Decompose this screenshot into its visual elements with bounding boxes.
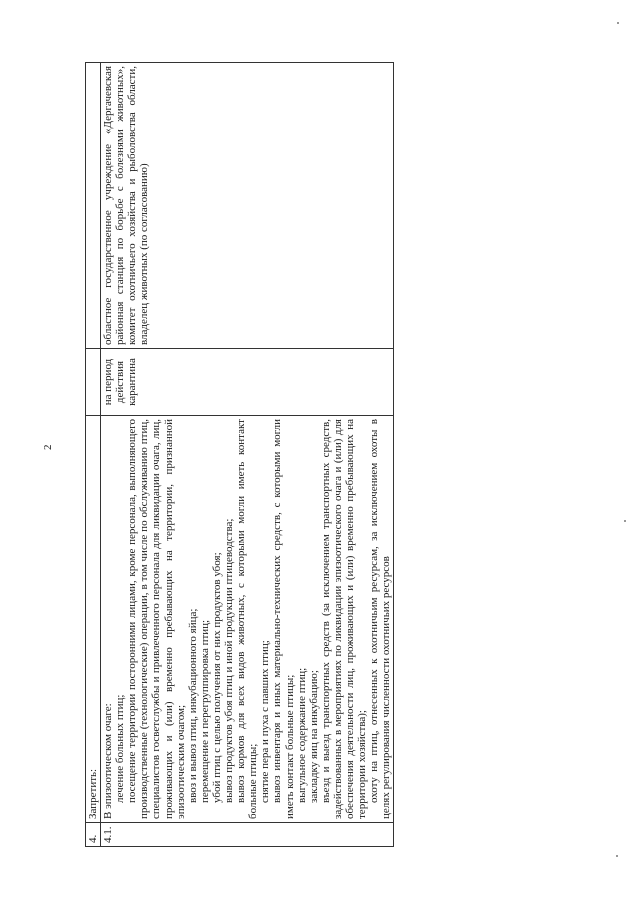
item-line: ввоз и вывоз птиц, инкубационного яйца; (186, 608, 199, 803)
item-line: вывоз инвентаря и иных материально-технических средств, с которыми могли иметь контакт больные птицы; (271, 419, 296, 819)
item-line: В эпизоотическом очаге: (102, 703, 115, 819)
measures-table (85, 62, 394, 847)
item-number: 4.1. (101, 823, 394, 847)
item-line: посещение территории посторонними лицами, кроме персонала, выполняющего производственные (технологические) операции, в том числе по обслуживанию птиц, специалистов госветслужбы и привлеченного персонала для ликвидации очага, лиц, проживающих и (или) временно пребывающих на территории, признанной эпизоотическим очагом; (126, 419, 187, 819)
item-line: убой птиц с целью получения от них продуктов убоя; (210, 552, 223, 803)
rotated-table-container (85, 62, 585, 847)
table-row (101, 63, 394, 847)
period-cell: на период действия карантина (101, 349, 394, 416)
item-line: охоту на птиц, отнесенных к охотничьим ресурсам, за исключением охоты в целях регулирования численности охотничьих ресурсов (368, 419, 393, 819)
table-row (86, 63, 101, 847)
item-line: закладку яиц на инкубацию; (307, 670, 320, 803)
item-line: снятие пера и пуха с павших птиц; (259, 640, 272, 803)
item-line: выгульное содержание птиц; (295, 667, 308, 803)
responsible-cell: областное государственное учреждение «Дергачевская районная станция по борьбе с болезнями животных», комитет охотничьего хозяйства и рыболовства области, владелец животных (по согласованию) (101, 63, 394, 349)
item-line: лечение больных птиц; (114, 694, 127, 803)
item-line: въезд и выезд транспортных средств (за исключением транспортных средств, задействованных в мероприятиях по ликвидации эпизоотического очага и (или) для обеспечения деятельности лиц, проживающих и (или) временно пребывающих на территории хозяйства); (319, 419, 369, 819)
item-line: вывоз продуктов убоя птиц и иной продукции птицеводства; (223, 518, 236, 803)
item-line: перемещение и перегруппировка птиц; (198, 619, 211, 803)
item-line: вывоз кормов для всех видов животных, с которыми могли иметь контакт больные птицы; (235, 419, 260, 819)
section-title: Запретить: (86, 416, 101, 823)
section-number: 4. (86, 823, 101, 847)
page-number: 2 (42, 444, 54, 450)
item-text (101, 416, 394, 823)
